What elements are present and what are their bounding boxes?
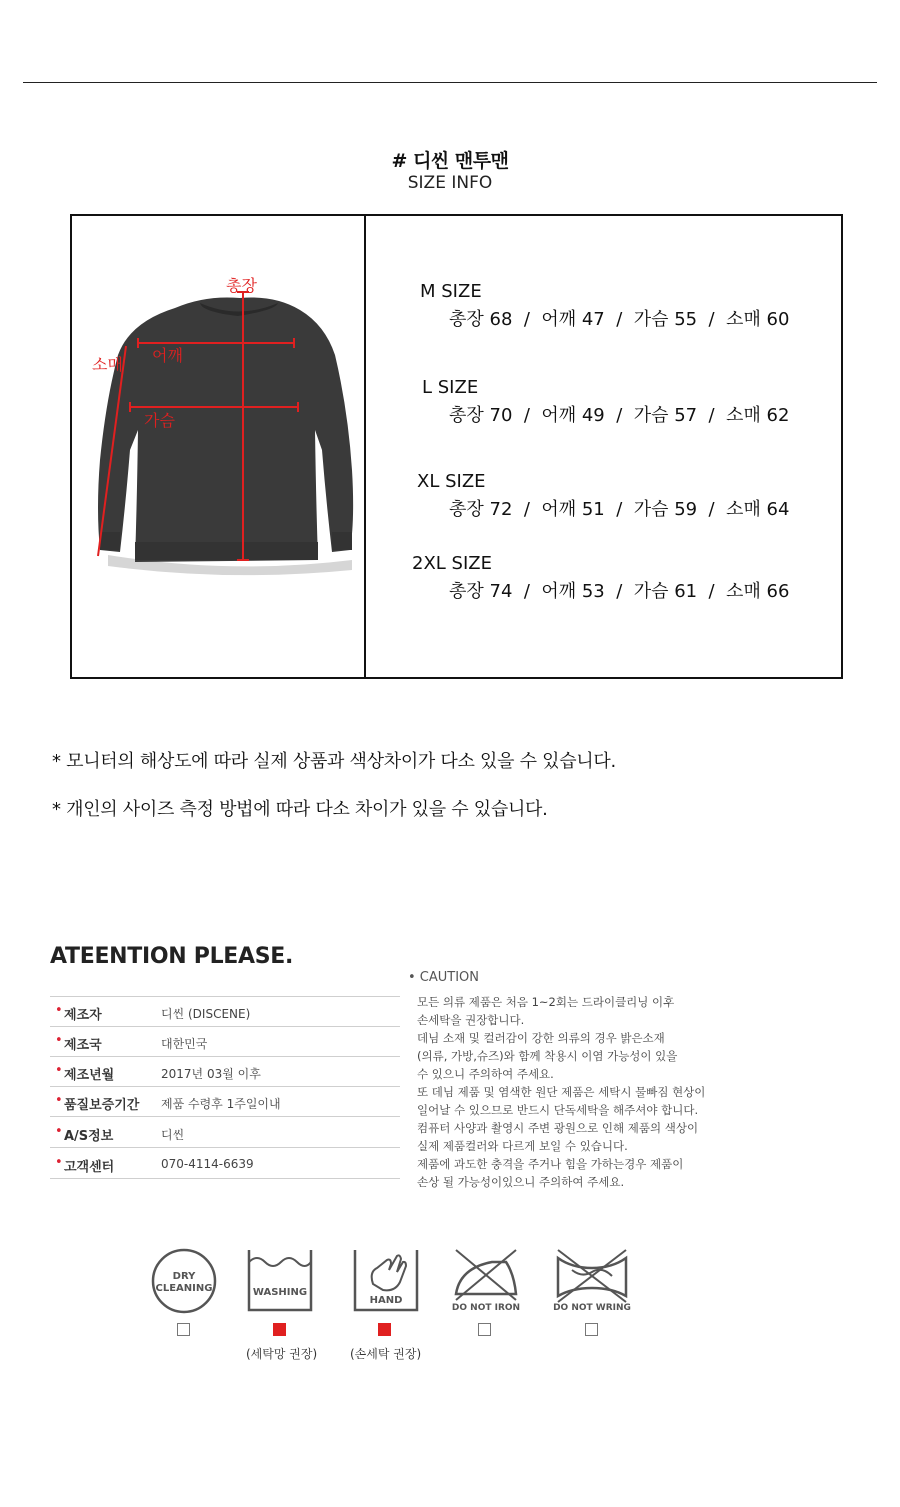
info-value: 디씬 [161,1128,185,1142]
bullet-dot: • [55,1003,63,1018]
page-subtitle: SIZE INFO [407,173,493,193]
bullet-dot: • [55,1063,63,1078]
hand-label: HAND [369,1295,403,1306]
do-not-iron-label: DO NOT IRON [452,1303,520,1313]
info-row-country [50,1027,400,1057]
length-label: 총장 [226,276,257,295]
garment-body [98,297,353,562]
notice-monitor: * 모니터의 해상도에 따라 실제 상품과 색상차이가 다소 있을 수 있습니다. [52,751,616,772]
caution-title: • CAUTION [408,970,480,985]
caution-line: 실제 제품컬러와 다르게 보일 수 있습니다. [417,1139,628,1153]
caution-line: 수 있으니 주의하여 주세요. [417,1067,554,1081]
cleaning-label: CLEANING [155,1283,213,1294]
caution-line: 컴퓨터 사양과 촬영시 주변 광원으로 인해 제품의 색상이 [417,1121,699,1135]
size-xl-name: XL SIZE [417,471,486,492]
shoulder-label: 어깨 [152,346,183,365]
size-xl-detail: 총장 72 / 어깨 51 / 가슴 59 / 소매 64 [449,499,790,520]
size-m-detail: 총장 68 / 어깨 47 / 가슴 55 / 소매 60 [449,309,790,330]
hand-wash-checkbox [378,1323,391,1336]
notice-measure: * 개인의 사이즈 측정 방법에 따라 다소 차이가 있을 수 있습니다. [52,799,548,820]
bullet-dot: • [55,1093,63,1108]
size-l-detail: 총장 70 / 어깨 49 / 가슴 57 / 소매 62 [449,405,790,426]
caution-line: (의류, 가방,슈즈)와 함께 착용시 이염 가능성이 있을 [417,1049,678,1063]
garment-left-cuff [100,532,120,550]
hand-wash-icon [353,1248,419,1312]
size-info-divider [364,214,366,679]
garment-right-cuff [332,532,352,550]
info-value: 제품 수령후 1주일이내 [161,1097,281,1111]
info-key: 제조자 [64,1008,102,1023]
do-not-iron-icon [452,1248,520,1314]
info-row-date [50,1057,400,1087]
size-2xl-detail: 총장 74 / 어깨 53 / 가슴 61 / 소매 66 [449,581,790,602]
info-key: A/S정보 [64,1129,114,1144]
caution-line: 모든 의류 제품은 처음 1~2회는 드라이클리닝 이후 [417,995,675,1009]
info-key: 제조년월 [64,1068,115,1083]
info-value: 대한민국 [161,1037,208,1051]
info-key: 제조국 [64,1038,102,1053]
hand-wash-note: (손세탁 권장) [350,1347,422,1361]
info-row-maker [50,997,400,1027]
info-key: 고객센터 [64,1160,115,1175]
do-not-wring-checkbox [585,1323,598,1336]
size-2xl-name: 2XL SIZE [412,553,492,574]
do-not-wring-icon [552,1248,632,1314]
size-m-name: M SIZE [420,281,482,302]
caution-line: 또 데님 제품 및 염색한 원단 제품은 세탁시 물빠짐 현상이 [417,1085,706,1099]
washing-checkbox [273,1323,286,1336]
sleeve-label: 소매 [92,355,123,374]
caution-line: 제품에 과도한 충격을 주거나 힘을 가하는경우 제품이 [417,1157,684,1171]
info-row-as [50,1118,400,1148]
dry-cleaning-icon [150,1247,218,1315]
top-divider [23,82,877,83]
caution-line: 손세탁을 권장합니다. [417,1013,525,1027]
sweatshirt-diagram [90,270,360,580]
info-value: 2017년 03월 이후 [161,1067,261,1081]
washing-icon [247,1248,313,1312]
bullet-dot: • [55,1124,63,1139]
dry-cleaning-checkbox [177,1323,190,1336]
do-not-iron-checkbox [478,1323,491,1336]
garment-hem [135,542,318,560]
caution-line: 데님 소재 및 컬러감이 강한 의류의 경우 밝은소재 [417,1031,665,1045]
bullet-dot: • [55,1155,63,1170]
info-row-service [50,1149,400,1179]
page-title: # 디씬 맨투맨 [391,150,509,172]
size-l-name: L SIZE [422,377,479,398]
attention-heading: ATEENTION PLEASE. [50,944,294,969]
caution-line: 일어날 수 있으므로 반드시 단독세탁을 해주셔야 합니다. [417,1103,699,1117]
info-row-warranty [50,1087,400,1117]
bullet-dot: • [55,1033,63,1048]
chest-label: 가슴 [144,411,175,430]
washing-label: WASHING [252,1287,308,1298]
dry-label: DRY [172,1271,196,1282]
info-key: 품질보증기간 [64,1098,140,1113]
info-value: 디씬 (DISCENE) [161,1007,251,1021]
caution-line: 손상 될 가능성이있으니 주의하여 주세요. [417,1175,625,1189]
do-not-wring-label: DO NOT WRING [553,1303,631,1313]
info-value: 070-4114-6639 [161,1157,254,1171]
washing-note: (세탁망 권장) [246,1347,318,1361]
